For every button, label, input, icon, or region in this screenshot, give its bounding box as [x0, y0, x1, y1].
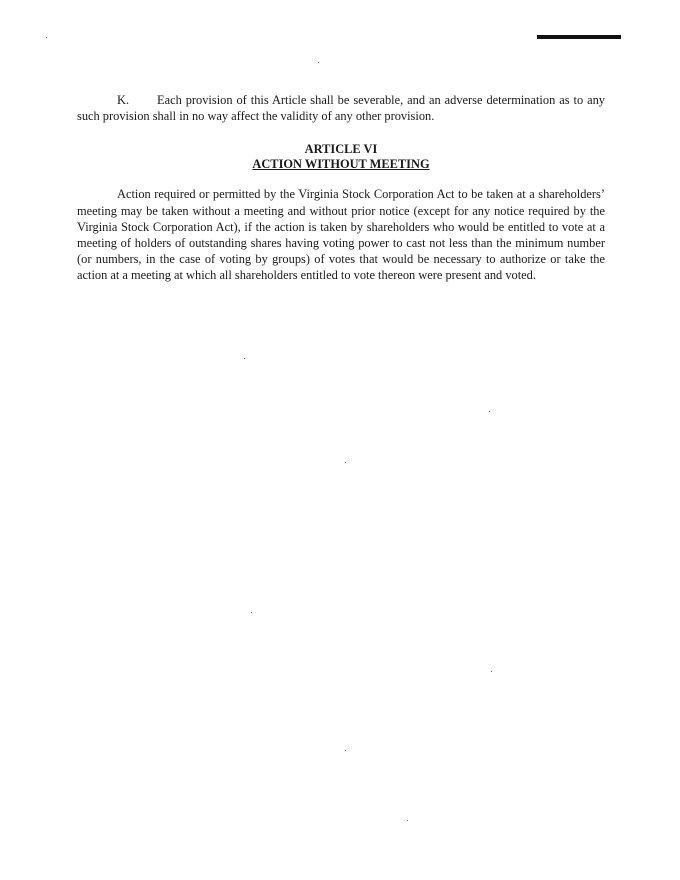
scan-speck [46, 37, 47, 38]
scan-speck [244, 358, 245, 359]
article-body-paragraph: Action required or permitted by the Virginia Stock Corporation Act to be taken at a shareholders’ meeting may be taken without a meeting and without prior notice (except for any notice required by the Virginia Stock Corporation Act), if the action is taken by shareholders who would be entitled to vote at a meeting of holders of outstanding shares having voting power to cast not less than the minimum number (or numbers, in the case of voting by groups) of votes that would be necessary to authorize or take the action at a meeting at which all shareholders entitled to vote thereon were present and voted. [77, 187, 605, 283]
section-k-marker: K. [117, 93, 130, 107]
section-k-text: Each provision of this Article shall be severable, and an adverse determination as to any such provision shall in no way affect the validity of any other provision. [77, 93, 605, 124]
article-title: ACTION WITHOUT MEETING [252, 157, 430, 172]
scan-speck [491, 671, 492, 672]
scan-speck [318, 62, 319, 63]
article-heading [77, 142, 605, 172]
scan-speck [489, 411, 490, 412]
document-body [77, 92, 605, 284]
scan-speck [345, 462, 346, 463]
scan-speck [407, 820, 408, 821]
scan-speck [251, 612, 252, 613]
top-rule-mark [537, 35, 621, 39]
scan-speck [345, 750, 346, 751]
article-number: ARTICLE VI [304, 142, 378, 157]
section-k-paragraph [77, 92, 605, 124]
